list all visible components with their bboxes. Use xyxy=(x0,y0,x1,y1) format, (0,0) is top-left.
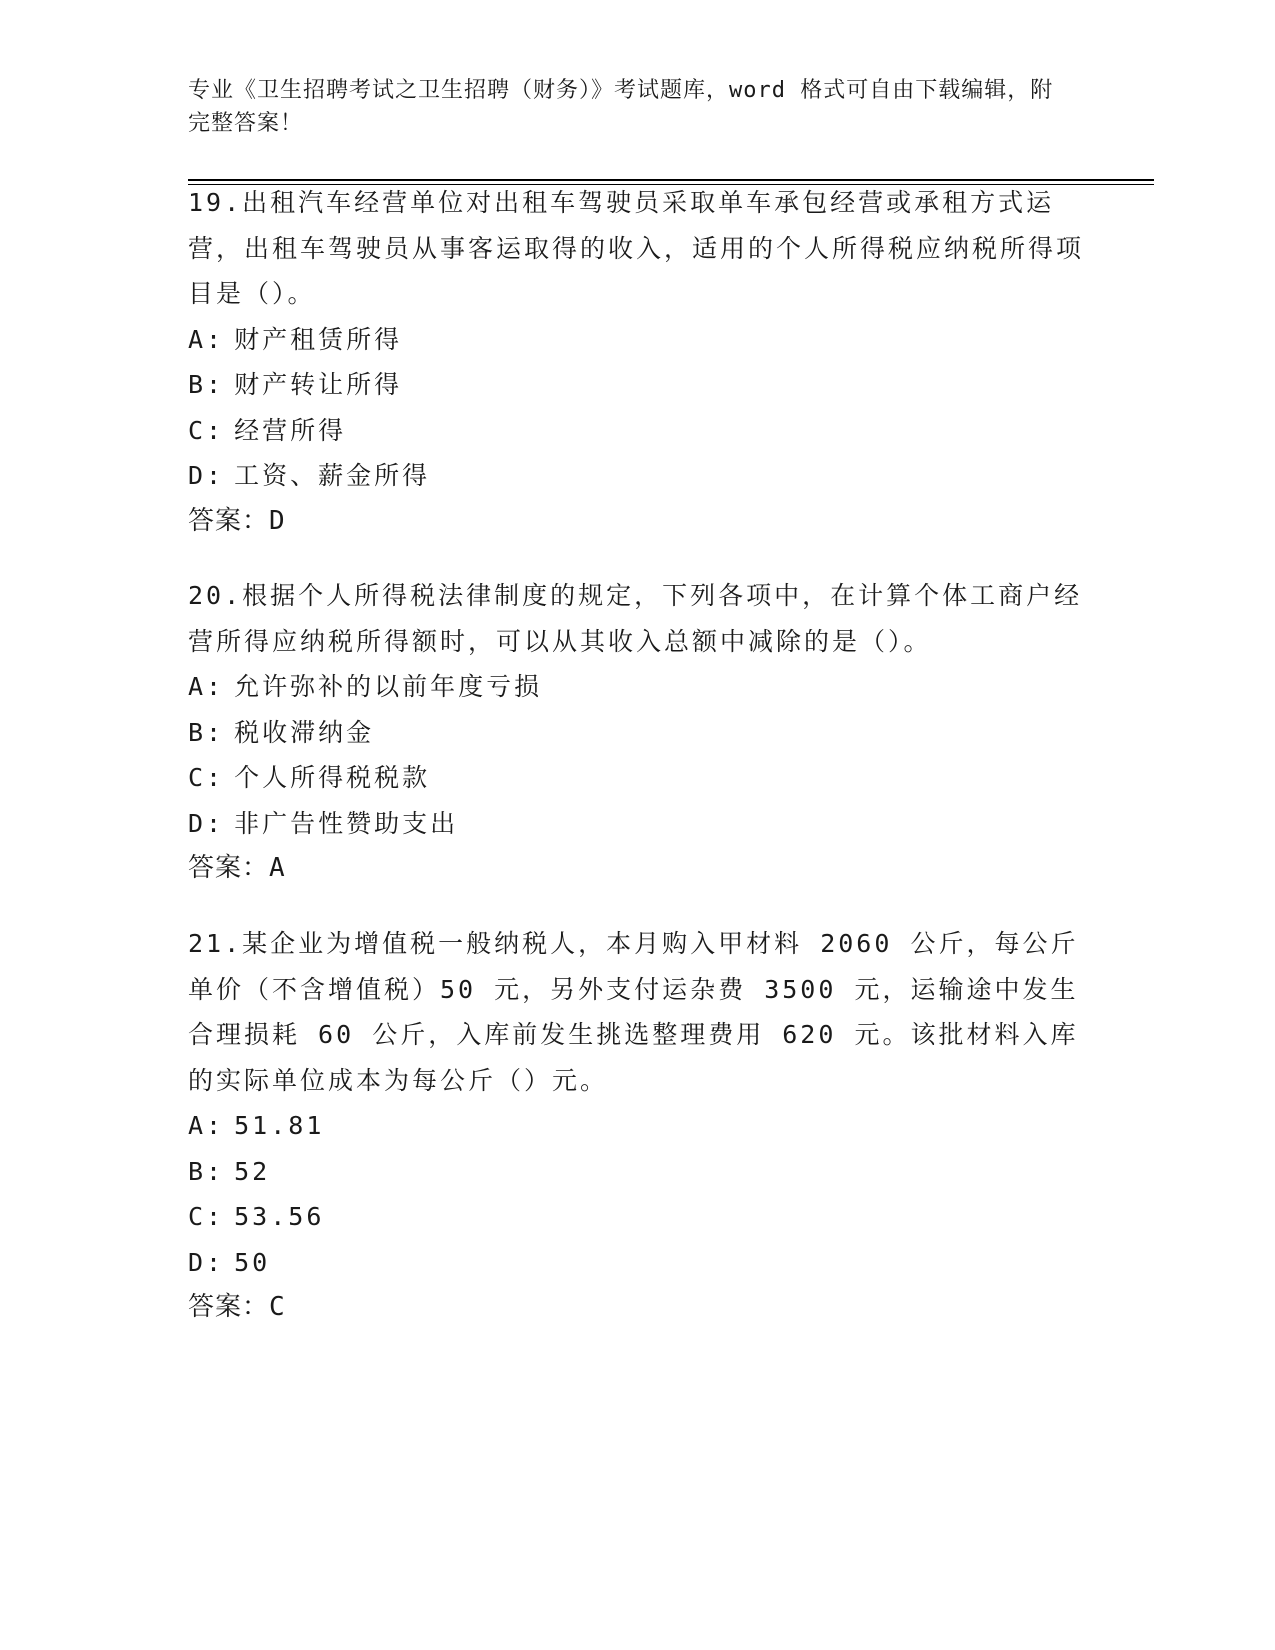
option-text: 经营所得 xyxy=(234,415,347,445)
option-d xyxy=(188,453,1088,499)
question-19 xyxy=(188,180,1088,544)
option-letter: A: xyxy=(188,324,225,354)
option-letter: A: xyxy=(188,672,225,701)
option-b xyxy=(188,362,1088,408)
option-text: 非广告性赞助支出 xyxy=(234,808,459,838)
option-letter: D: xyxy=(188,461,225,490)
option-c xyxy=(188,408,1088,454)
option-letter: B: xyxy=(188,1156,225,1186)
option-letter: C: xyxy=(188,763,225,792)
option-letter: B: xyxy=(188,370,225,399)
option-letter: D: xyxy=(188,808,225,838)
option-text: 53.56 xyxy=(234,1202,325,1231)
answer-value: D xyxy=(269,505,286,536)
question-21 xyxy=(188,921,1088,1331)
question-stem: 21.某企业为增值税一般纳税人，本月购入甲材料 2060 公斤，每公斤单价（不含增值税）50 元，另外支付运杂费 3500 元，运输途中发生合理损耗 60 公斤，入库前发生挑选整理费用 620 元。该批材料入库的实际单位成本为每公斤（）元。 xyxy=(188,929,1079,1095)
option-text: 工资、薪金所得 xyxy=(234,461,431,490)
answer-value: C xyxy=(269,1292,286,1322)
answer-label: 答案： xyxy=(188,505,270,536)
option-text: 个人所得税税款 xyxy=(234,763,431,792)
question-stem: 19.出租汽车经营单位对出租车驾驶员采取单车承包经营或承租方式运营，出租车驾驶员从事客运取得的收入，适用的个人所得税应纳税所得项目是（）。 xyxy=(188,188,1085,308)
option-text: 允许弥补的以前年度亏损 xyxy=(234,672,543,701)
option-text: 财产转让所得 xyxy=(234,370,403,399)
answer-label: 答案： xyxy=(188,853,270,883)
option-a xyxy=(188,317,1088,363)
option-text: 财产租赁所得 xyxy=(234,324,403,354)
option-a xyxy=(188,664,1088,710)
option-b xyxy=(188,710,1088,756)
option-letter: D: xyxy=(188,1247,225,1277)
question-stem: 20.根据个人所得税法律制度的规定，下列各项中，在计算个体工商户经营所得应纳税所得额时，可以从其收入总额中减除的是（）。 xyxy=(188,581,1083,656)
option-text: 50 xyxy=(234,1247,271,1277)
answer-value: A xyxy=(269,853,286,883)
option-text: 51.81 xyxy=(234,1111,325,1140)
answer-line xyxy=(188,1285,1088,1331)
option-letter: C: xyxy=(188,415,225,445)
option-c xyxy=(188,1194,1088,1240)
option-letter: B: xyxy=(188,717,225,747)
answer-line xyxy=(188,499,1088,545)
option-text: 税收滞纳金 xyxy=(234,717,375,747)
option-letter: A: xyxy=(188,1111,225,1140)
answer-line xyxy=(188,846,1088,892)
option-b xyxy=(188,1149,1088,1195)
question-20 xyxy=(188,573,1088,892)
option-letter: C: xyxy=(188,1202,225,1231)
option-d xyxy=(188,801,1088,847)
option-d xyxy=(188,1240,1088,1286)
option-text: 52 xyxy=(234,1156,271,1186)
document-header: 专业《卫生招聘考试之卫生招聘（财务）》考试题库，word 格式可自由下载编辑，附完整答案！ xyxy=(188,78,1054,136)
option-c xyxy=(188,755,1088,801)
answer-label: 答案： xyxy=(188,1292,270,1322)
option-a xyxy=(188,1103,1088,1149)
